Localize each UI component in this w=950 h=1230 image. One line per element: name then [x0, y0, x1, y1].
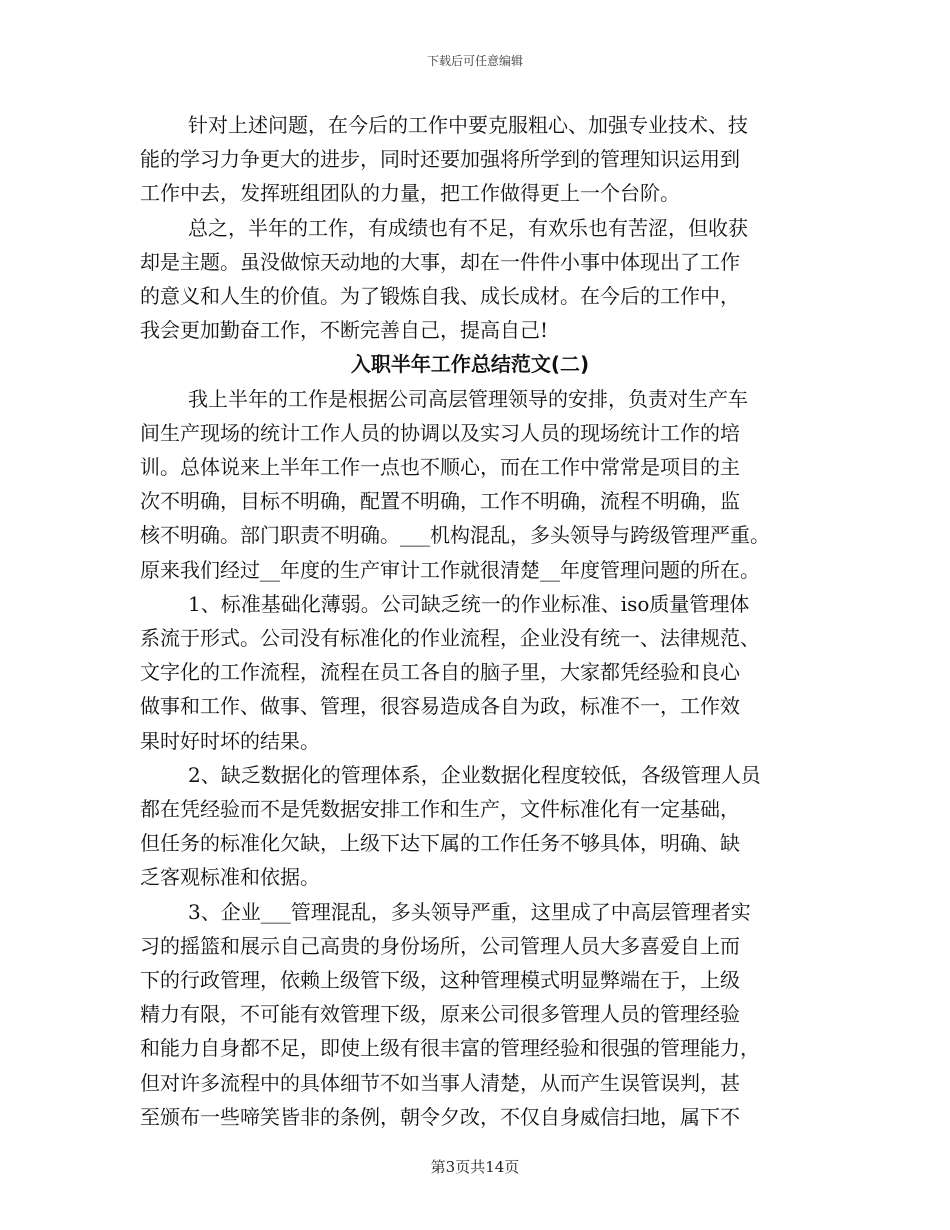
text-line: 但对许多流程中的具体细节不如当事人清楚，从而产生误管误判，甚 — [140, 1070, 740, 1095]
text-line: 但任务的标准化欠缺，上级下达下属的工作任务不够具体，明确、缺 — [140, 831, 740, 856]
text-line: 习的摇篮和展示自己高贵的身份场所，公司管理人员大多喜爱自上而 — [140, 933, 740, 958]
text-line: 系流于形式。公司没有标准化的作业流程，企业没有统一、法律规范、 — [140, 626, 760, 651]
page-header: 下载后可任意编辑 — [426, 54, 523, 68]
text-line: 1、标准基础化薄弱。公司缺乏统一的作业标准、iso质量管理体 — [188, 591, 750, 616]
text-line: 却是主题。虽没做惊天动地的大事，却在一件件小事中体现出了工作 — [140, 249, 740, 274]
text-line: 文字化的工作流程，流程在员工各自的脑子里，大家都凭经验和良心 — [140, 660, 740, 685]
text-line: 的意义和人生的价值。为了锻炼自我、成长成材。在今后的工作中， — [140, 284, 740, 309]
text-line: 都在凭经验而不是凭数据安排工作和生产，文件标准化有一定基础， — [140, 797, 740, 822]
text-line: 果时好时坏的结果。 — [140, 728, 320, 753]
text-line: 针对上述问题，在今后的工作中要克服粗心、加强专业技术、技 — [188, 113, 748, 137]
text-line: 核不明确。部门职责不明确。___机构混乱，多头领导与跨级管理严重。 — [140, 523, 770, 548]
text-line: 次不明确，目标不明确，配置不明确，工作不明确，流程不明确，监 — [140, 489, 740, 514]
text-line: 乏客观标准和依据。 — [140, 865, 320, 890]
page-footer: 第3页共14页 — [430, 1158, 520, 1176]
text-line: 精力有限，不可能有效管理下级，原来公司很多管理人员的管理经验 — [140, 1002, 740, 1027]
text-line: 和能力自身都不足，即使上级有很丰富的管理经验和很强的管理能力， — [140, 1036, 760, 1061]
text-line: 训。总体说来上半年工作一点也不顺心，而在工作中常常是项目的主 — [140, 455, 740, 480]
text-line: 我上半年的工作是根据公司高层管理领导的安排，负责对生产车 — [188, 386, 748, 411]
text-line: 我会更加勤奋工作，不断完善自己，提高自己! — [140, 318, 549, 343]
text-line: 原来我们经过__年度的生产审计工作就很清楚__年度管理问题的所在。 — [140, 557, 760, 582]
text-line: 总之，半年的工作，有成绩也有不足，有欢乐也有苦涩，但收获 — [188, 215, 748, 240]
text-line: 间生产现场的统计工作人员的协调以及实习人员的现场统计工作的培 — [140, 420, 740, 445]
text-line: 做事和工作、做事、管理，很容易造成各自为政，标准不一，工作效 — [140, 694, 740, 719]
text-line: 至颁布一些啼笑皆非的条例，朝令夕改，不仅自身威信扫地，属下不 — [140, 1104, 740, 1129]
text-line: 下的行政管理，依赖上级管下级，这种管理模式明显弊端在于，上级 — [140, 968, 740, 993]
text-line: 3、企业___管理混乱，多头领导严重，这里成了中高层管理者实 — [188, 899, 751, 924]
section-title: 入职半年工作总结范文(二) — [350, 352, 590, 377]
text-line: 能的学习力争更大的进步，同时还要加强将所学到的管理知识运用到 — [140, 147, 740, 172]
text-line: 工作中去，发挥班组团队的力量，把工作做得更上一个台阶。 — [140, 181, 680, 206]
document-body — [140, 108, 800, 1134]
text-line: 2、缺乏数据化的管理体系，企业数据化程度较低，各级管理人员 — [188, 762, 761, 787]
